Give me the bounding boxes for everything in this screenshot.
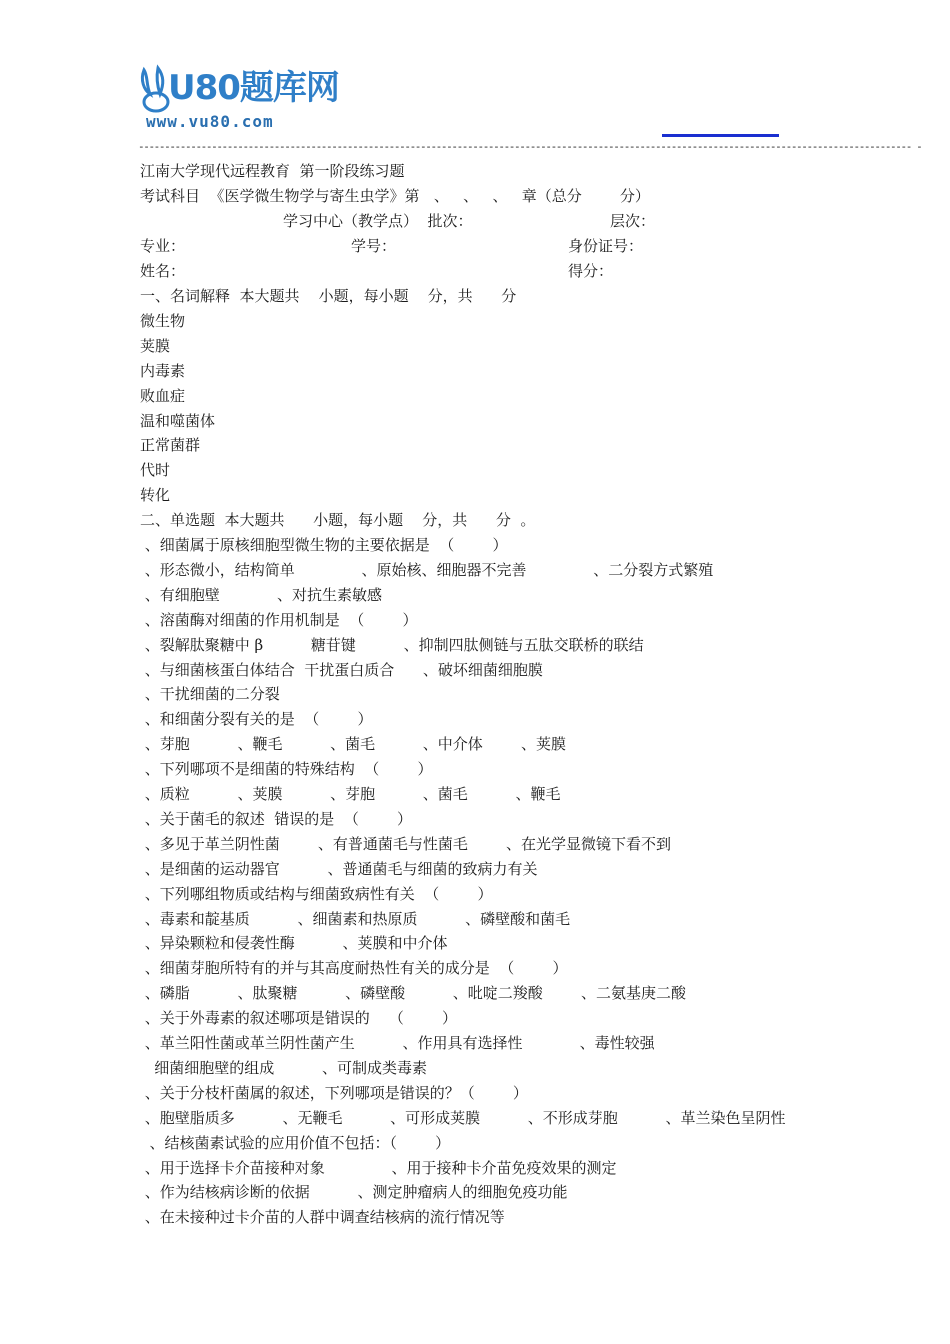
- content-line: 、形态微小，结构简单 、原始核、细胞器不完善 、二分裂方式繁殖: [140, 560, 714, 579]
- content-line: 、细菌属于原核细胞型微生物的主要依据是 （ ）: [140, 536, 508, 554]
- content-line: 、关于外毒素的叙述哪项是错误的 （ ）: [140, 1009, 457, 1028]
- content-line: 微生物: [140, 311, 186, 330]
- content-line: 代时: [140, 461, 171, 480]
- content-line: 、和细菌分裂有关的是 （ ）: [140, 710, 373, 729]
- content-line: 、溶菌酶对细菌的作用机制是 （ ）: [140, 610, 418, 629]
- content-line: 、有细胞壁 、对抗生素敏感: [140, 585, 382, 604]
- content-line: 、芽胞 、鞭毛 、菌毛 、中介体 、荚膜: [140, 735, 566, 754]
- content-line: 转化: [140, 486, 171, 505]
- content-line: 、与细菌核蛋白体结合 干扰蛋白质合 、破坏细菌细胞膜: [140, 660, 543, 679]
- content-line: 、是细菌的运动器官 、普通菌毛与细菌的致病力有关: [140, 859, 538, 878]
- student-number-label: 学号：: [351, 237, 397, 255]
- content-line: 、干扰细菌的二分裂: [140, 685, 280, 704]
- content-line: 一、名词解释 本大题共 小题，每小题 分，共 分: [140, 287, 517, 305]
- name-label: 姓名：: [140, 262, 186, 280]
- header-link-underline: [662, 134, 779, 137]
- id-number-label: 身份证号：: [568, 237, 644, 255]
- content-line: 、多见于革兰阴性菌 、有普通菌毛与性菌毛 、在光学显微镜下看不到: [140, 834, 672, 853]
- site-logo[interactable]: [138, 66, 360, 136]
- content-line: 、作为结核病诊断的依据 、测定肿瘤病人的细胞免疫功能: [140, 1183, 568, 1202]
- school-title: 江南大学现代远程教育 第一阶段练习题: [140, 162, 405, 180]
- score-label: 得分：: [568, 262, 614, 280]
- content-line: 细菌细胞壁的组成 、可制成类毒素: [140, 1058, 427, 1077]
- content-line: 正常菌群: [140, 436, 201, 455]
- content-line: 败血症: [140, 386, 186, 405]
- content-line: 、质粒 、荚膜 、芽胞 、菌毛 、鞭毛: [140, 785, 561, 803]
- content-line: 、在未接种过卡介苗的人群中调查结核病的流行情况等: [140, 1208, 505, 1227]
- dashed-separator: ---------------------------------------------------------------------------------------------------------------------------------------------------- -: [138, 140, 922, 153]
- content-line: 、异染颗粒和侵袭性酶 、荚膜和中介体: [140, 934, 448, 953]
- logo-wordmark: U80题库网: [168, 68, 339, 108]
- content-line: 内毒素: [140, 361, 186, 380]
- content-line: 、胞壁脂质多 、无鞭毛 、可形成荚膜 、不形成芽胞 、革兰染色呈阴性: [140, 1108, 786, 1127]
- level-label: 层次：: [610, 212, 656, 230]
- content-line: 、革兰阳性菌或革兰阴性菌产生 、作用具有选择性 、毒性较强: [140, 1034, 655, 1052]
- exam-subject: 考试科目 《医学微生物学与寄生虫学》第 、 、 、 章（总分 分）: [140, 187, 650, 205]
- content-line: 二、单选题 本大题共 小题，每小题 分，共 分 。: [140, 511, 536, 530]
- content-line: 、结核菌素试验的应用价值不包括：（ ）: [140, 1133, 451, 1152]
- major-label: 专业：: [140, 237, 186, 255]
- content-line: 荚膜: [140, 336, 171, 355]
- content-line: 、下列哪项不是细菌的特殊结构 （ ）: [140, 760, 433, 779]
- content-line: 、裂解肽聚糖中 β 糖苷键 、抑制四肽侧链与五肽交联桥的联结: [140, 635, 644, 654]
- content-line: 、用于选择卡介苗接种对象 、用于接种卡介苗免疫效果的测定: [140, 1158, 617, 1177]
- logo-url: www.vu80.com: [146, 112, 274, 131]
- content-line: 、下列哪组物质或结构与细菌致病性有关 （ ）: [140, 884, 493, 903]
- learning-center-label: 学习中心（教学点） 批次：: [283, 212, 473, 230]
- content-line: 、毒素和靛基质 、细菌素和热原质 、磷壁酸和菌毛: [140, 909, 571, 928]
- content-line: 、关于菌毛的叙述 错误的是 （ ）: [140, 809, 412, 828]
- content-line: 、磷脂 、肽聚糖 、磷壁酸 、吡啶二羧酸 、二氨基庚二酸: [140, 984, 686, 1003]
- content-line: 温和噬菌体: [140, 411, 216, 430]
- content-line: 、关于分枝杆菌属的叙述，下列哪项是错误的？（ ）: [140, 1083, 528, 1102]
- content-line: 、细菌芽胞所特有的并与其高度耐热性有关的成分是 （ ）: [140, 959, 568, 978]
